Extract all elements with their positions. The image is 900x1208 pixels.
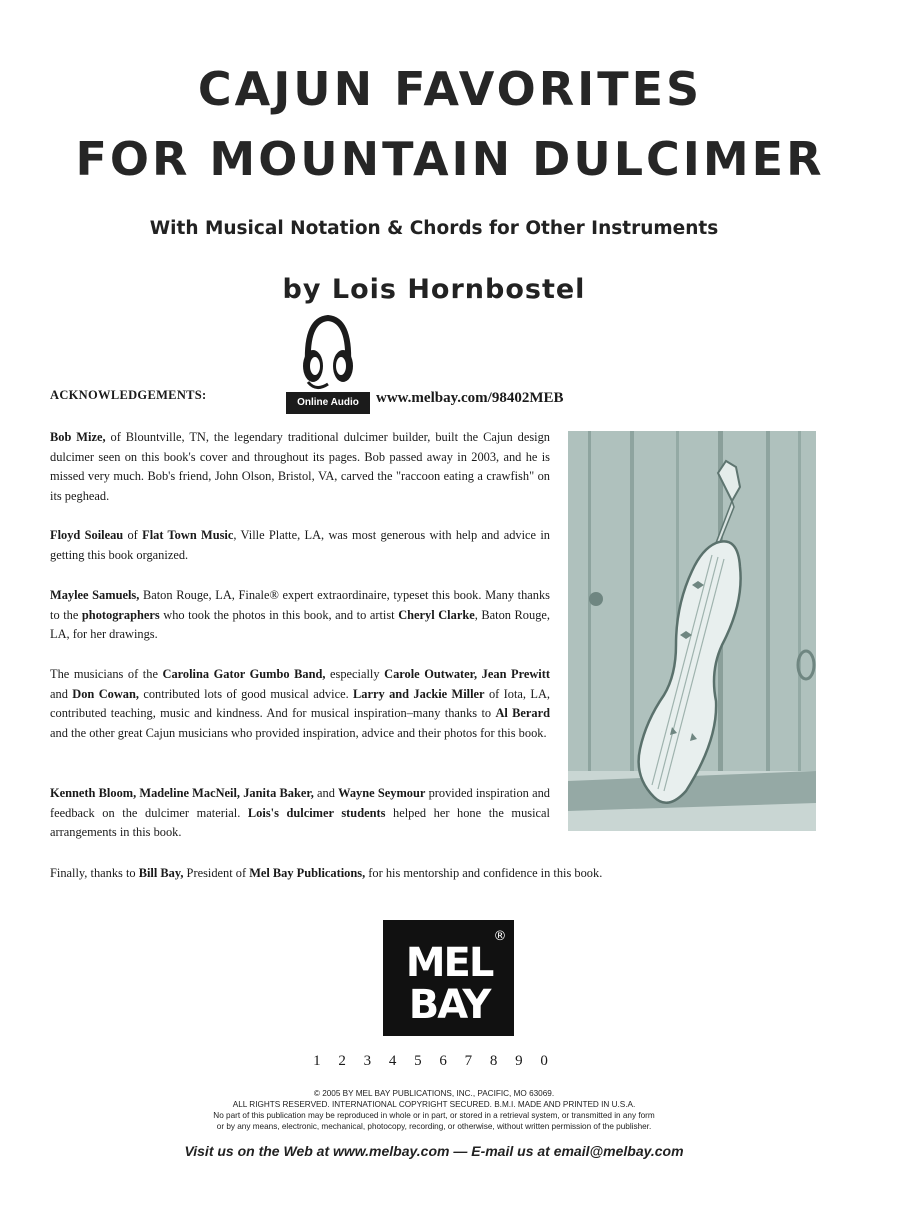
text-run: and the other great Cajun musicians who provided inspiration, advice and their photos for this book.	[50, 725, 547, 740]
text-run: Floyd Soileau	[50, 528, 124, 542]
text-run: Finally, thanks to	[50, 866, 139, 880]
ack-paragraph-2	[50, 526, 550, 565]
ack-paragraph-3	[50, 586, 550, 645]
rights-line: ALL RIGHTS RESERVED. INTERNATIONAL COPYRIGHT SECURED. B.M.I. MADE AND PRINTED IN U.S.A.	[232, 1100, 636, 1109]
ack-paragraph-4	[50, 665, 550, 743]
text-run: of Iota, LA, contributed teaching, music and kindness. And for musical inspiration–many thanks to	[50, 686, 550, 720]
printing-numbers: 1 2 3 4 5 6 7 8 9 0	[313, 1053, 555, 1069]
title-line-2: FOR MOUNTAIN DULCIMER	[75, 132, 825, 186]
text-run: for his mentorship and confidence in this book.	[365, 866, 603, 880]
text-run: Baton Rouge, LA, Finale® expert extraordinaire, typeset this book. Many thanks to the	[50, 588, 550, 622]
ack-paragraph-5	[50, 784, 550, 843]
text-run: who took the photos in this book, and to artist	[159, 607, 399, 622]
author-byline: by Lois Hornbostel	[282, 274, 586, 305]
text-run: Larry and Jackie Miller	[353, 686, 485, 701]
text-run: The musicians of the	[50, 667, 163, 681]
visit-web-line[interactable]: Visit us on the Web at www.melbay.com — E-mail us at email@melbay.com	[184, 1143, 684, 1159]
text-run: Carole Outwater, Jean Prewitt	[384, 667, 550, 681]
dulcimer-photo	[568, 431, 816, 831]
text-run: of	[123, 528, 143, 542]
text-run: Mel Bay Publications,	[249, 866, 366, 880]
ack-paragraph-1	[50, 428, 550, 506]
notice-line-2: or by any means, electronic, mechanical, photocopy, recording, or otherwise, without written permission of the publisher.	[216, 1122, 652, 1131]
online-audio-badge[interactable]	[286, 312, 370, 414]
subtitle: With Musical Notation & Chords for Other Instruments	[149, 218, 719, 239]
text-run: Don Cowan,	[72, 686, 139, 701]
copyright-line: © 2005 BY MEL BAY PUBLICATIONS, INC., PACIFIC, MO 63069.	[313, 1089, 555, 1098]
registered-mark: ®	[493, 929, 507, 944]
text-run: Carolina Gator Gumbo Band,	[162, 667, 326, 681]
text-run: , Ville Platte, LA, was most generous with help and advice in getting this book organized.	[50, 528, 550, 562]
text-run: Kenneth Bloom, Madeline MacNeil, Janita Baker,	[50, 786, 314, 800]
notice-line-1: No part of this publication may be reproduced in whole or in part, or stored in a retrieval system, or transmitted in any form	[213, 1111, 655, 1120]
text-run: Wayne Seymour	[338, 786, 426, 800]
title-line-1: CAJUN FAVORITES	[197, 62, 703, 116]
text-run: Bill Bay,	[138, 866, 184, 880]
text-run: photographers	[81, 607, 160, 622]
online-audio-label: Online Audio	[286, 392, 370, 414]
text-run: and	[313, 786, 339, 800]
text-run: Cheryl Clarke	[398, 607, 475, 622]
text-run: especially	[325, 667, 385, 681]
headphones-icon	[286, 312, 370, 392]
text-run: Bob Mize,	[50, 430, 106, 444]
audio-url-link[interactable]: www.melbay.com/98402MEB	[376, 390, 564, 406]
text-run: , Baton Rouge, LA, for her drawings.	[50, 607, 550, 641]
text-run: of Blountville, TN, the legendary traditional dulcimer builder, built the Cajun design dulcimer seen on this book's cover and throughout its pages. Bob passed away in 2003, and he is missed very much. Bob's friend, John Olson, Bristol, VA, carved the "raccoon eating a crawfish" on its peghead.	[50, 430, 550, 503]
acknowledgements-heading: ACKNOWLEDGEMENTS:	[50, 388, 207, 402]
text-run: Flat Town Music	[142, 528, 234, 542]
text-run: contributed lots of good musical advice.	[138, 686, 354, 701]
mel-bay-logo	[383, 920, 514, 1036]
text-run: Lois's dulcimer students	[247, 805, 386, 820]
text-run: provided inspiration and feedback on the dulcimer material.	[50, 786, 550, 820]
text-run: and	[50, 686, 73, 701]
text-run: President of	[183, 866, 250, 880]
text-run: helped her hone the musical arrangements in this book.	[50, 805, 550, 839]
logo-text-bay: BAY	[408, 982, 490, 1028]
text-run: Maylee Samuels,	[50, 588, 140, 602]
text-run: Al Berard	[495, 706, 551, 720]
logo-text-mel: MEL	[405, 940, 493, 986]
ack-paragraph-6	[50, 864, 710, 884]
